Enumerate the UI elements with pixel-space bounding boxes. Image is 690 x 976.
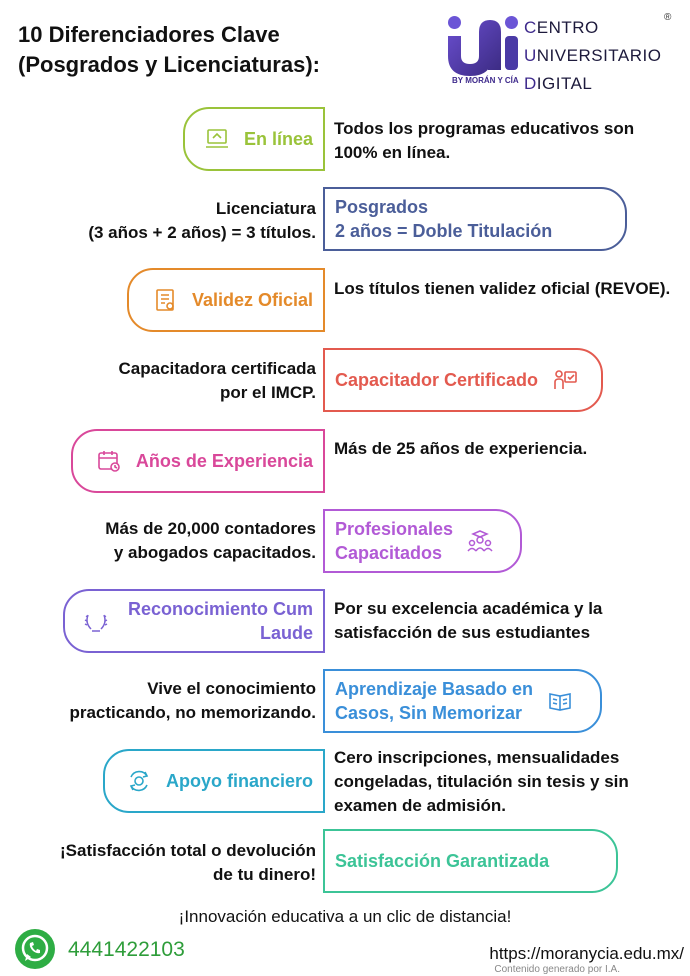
calendar-icon [94, 446, 124, 476]
feature-box-cum-laude [63, 589, 325, 653]
feature-label: Profesionales Capacitados [335, 519, 454, 563]
whatsapp-icon[interactable] [14, 928, 56, 970]
tagline: ¡Innovación educativa a un clic de distancia! [178, 907, 512, 926]
feature-label: Capacitador Certificado [335, 370, 539, 390]
feature-description: Vive el conocimiento practicando, no memorizando. [69, 679, 316, 722]
title-line-1: 10 Diferenciadores Clave [18, 22, 280, 47]
feature-description: Los títulos tienen validez oficial (REVOE). [334, 279, 671, 298]
laurel-icon [81, 606, 111, 636]
laptop-icon [202, 124, 232, 154]
feature-label: Validez Oficial [191, 290, 313, 310]
feature-box-posgrados [323, 187, 627, 251]
logo-byline: BY MORÁN Y CÍA [452, 76, 519, 85]
feature-box-satisfaccion [323, 829, 618, 893]
feature-box-apoyo-financiero [103, 749, 325, 813]
feature-label: Reconocimiento Cum Laude [127, 599, 313, 643]
teacher-icon [550, 365, 580, 395]
book-icon [545, 686, 575, 716]
feature-box-en-linea [183, 107, 325, 171]
feature-box-experiencia [71, 429, 325, 493]
feature-description: Más de 25 años de experiencia. [334, 439, 588, 458]
certificate-icon [150, 285, 180, 315]
feature-label: En línea [243, 129, 313, 149]
logo-line-1: CENTRO [524, 18, 599, 37]
logo-mark-icon [444, 12, 522, 78]
website-link[interactable]: https://moranycia.edu.mx/ [489, 944, 684, 963]
feature-description: Todos los programas educativos son 100% en línea. [334, 119, 635, 162]
graduates-icon [465, 526, 495, 556]
feature-label: Apoyo financiero [165, 771, 313, 791]
feature-description: ¡Satisfacción total o devolución de tu dinero! [60, 841, 316, 884]
feature-description: Licenciatura (3 años + 2 años) = 3 títulos. [88, 199, 316, 242]
page-title [18, 20, 418, 80]
feature-description: Capacitadora certificada por el IMCP. [118, 359, 316, 402]
registered-mark: ® [664, 12, 672, 23]
feature-box-profesionales [323, 509, 522, 573]
feature-description: Por su excelencia académica y la satisfacción de sus estudiantes [334, 599, 603, 642]
feature-label: Satisfacción Garantizada [335, 851, 550, 871]
feature-box-validez-oficial [127, 268, 325, 332]
feature-description: Más de 20,000 contadores y abogados capacitados. [105, 519, 316, 562]
ai-disclaimer: Contenido generado por I.A. [494, 964, 620, 975]
feature-box-capacitador [323, 348, 603, 412]
logo-line-3: DIGITAL [524, 74, 593, 93]
feature-label: Posgrados 2 años = Doble Titulación [335, 197, 553, 241]
title-line-2: (Posgrados y Licenciaturas): [18, 52, 320, 77]
feature-label: Aprendizaje Basado en Casos, Sin Memorizar [335, 679, 534, 723]
feature-box-aprendizaje [323, 669, 602, 733]
feature-description: Cero inscripciones, mensualidades congeladas, titulación sin tesis y sin examen de admisión. [334, 748, 629, 815]
brand-logo [444, 12, 680, 92]
feature-label: Años de Experiencia [135, 451, 313, 471]
phone-number[interactable]: 4441422103 [68, 938, 185, 961]
money-cycle-icon [124, 766, 154, 796]
logo-line-2: UNIVERSITARIO [524, 46, 662, 65]
